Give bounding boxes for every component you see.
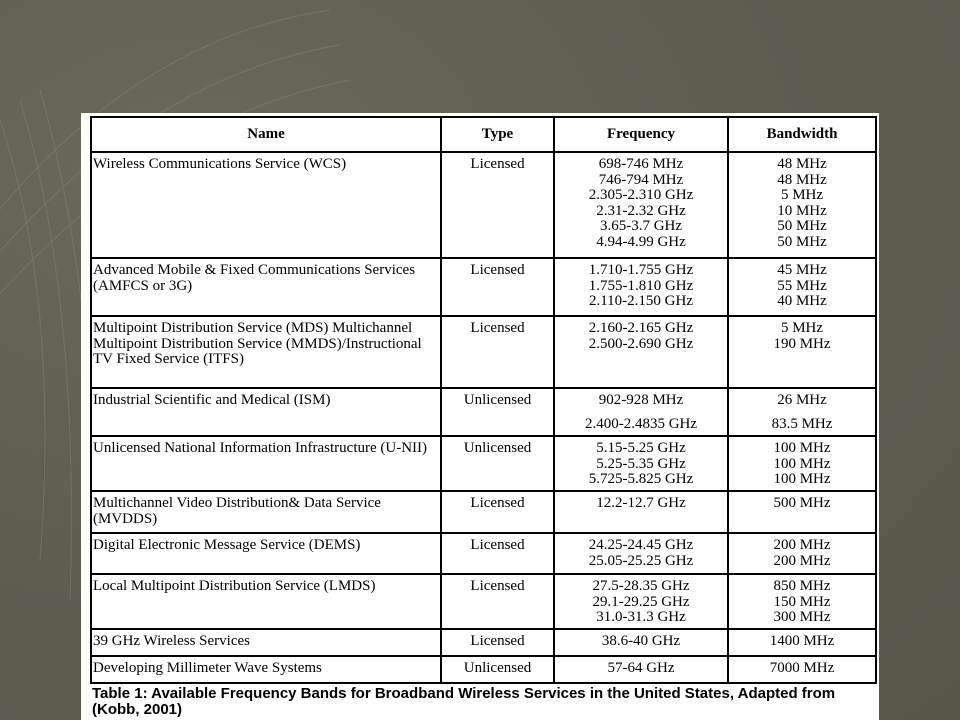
license-type: Licensed [441, 574, 554, 629]
frequency-range: 31.0-31.3 GHz [596, 609, 686, 625]
frequency-range: 2.305-2.310 GHz [588, 187, 694, 203]
bandwidth-cell [728, 574, 876, 629]
bandwidth-value: 5 MHz [780, 187, 824, 203]
frequency-range: 25.05-25.25 GHz [588, 552, 694, 569]
table-row [91, 656, 876, 683]
bandwidth-value: 50 MHz [777, 233, 827, 250]
frequency-range: 2.160-2.165 GHz [588, 320, 694, 336]
license-type: Licensed [441, 152, 554, 258]
header-bandwidth: Bandwidth [728, 117, 876, 152]
frequency-range: 29.1-29.25 GHz [592, 593, 690, 610]
frequency-range: 27.5-28.35 GHz [592, 578, 690, 594]
frequency-range: 1.755-1.810 GHz [588, 277, 694, 294]
bandwidth-value: 50 MHz [777, 218, 827, 234]
frequency-cell [554, 656, 728, 683]
bandwidth-cell [728, 656, 876, 683]
license-type: Licensed [441, 316, 554, 388]
license-type: Unlicensed [441, 388, 554, 436]
service-name: Multichannel Video Distribution& Data Service (MVDDS) [91, 491, 441, 533]
frequency-cell [554, 258, 728, 316]
license-type: Licensed [441, 629, 554, 656]
license-type: Licensed [441, 491, 554, 533]
table-row [91, 629, 876, 656]
bandwidth-value: 83.5 MHz [771, 415, 833, 432]
frequency-cell [554, 533, 728, 574]
bandwidth-cell [728, 316, 876, 388]
service-name: Developing Millimeter Wave Systems [91, 656, 441, 683]
frequency-range: 902-928 MHz [598, 392, 684, 408]
frequency-cell [554, 574, 728, 629]
bandwidth-value: 5 MHz [780, 320, 824, 336]
table-row [91, 574, 876, 629]
bandwidth-value: 40 MHz [777, 293, 827, 309]
service-name: 39 GHz Wireless Services [91, 629, 441, 656]
frequency-cell [554, 436, 728, 491]
bandwidth-value: 45 MHz [777, 262, 827, 278]
bandwidth-value: 26 MHz [777, 392, 827, 408]
bandwidth-cell [728, 629, 876, 656]
document-page [81, 113, 879, 720]
frequency-range: 57-64 GHz [607, 660, 675, 676]
bandwidth-value: 200 MHz [773, 537, 831, 553]
bandwidth-value: 7000 MHz [769, 660, 835, 676]
bandwidth-value: 200 MHz [773, 552, 831, 569]
bandwidth-value: 1400 MHz [769, 633, 835, 649]
service-name: Wireless Communications Service (WCS) [91, 152, 441, 258]
license-type: Unlicensed [441, 656, 554, 683]
frequency-range: 2.500-2.690 GHz [588, 335, 694, 352]
frequency-range: 24.25-24.45 GHz [588, 537, 694, 553]
table-row [91, 388, 876, 436]
frequency-cell [554, 388, 728, 436]
bandwidth-value: 100 MHz [773, 440, 831, 456]
bandwidth-value: 500 MHz [773, 495, 831, 511]
frequency-range: 2.110-2.150 GHz [588, 293, 693, 309]
table-row [91, 258, 876, 316]
bandwidth-cell [728, 436, 876, 491]
header-type: Type [441, 117, 554, 152]
frequency-range: 698-746 MHz [598, 156, 684, 172]
bandwidth-value: 55 MHz [777, 277, 827, 294]
bandwidth-cell [728, 533, 876, 574]
license-type: Licensed [441, 533, 554, 574]
table-row [91, 316, 876, 388]
bandwidth-value: 100 MHz [773, 455, 831, 472]
table-row [91, 491, 876, 533]
bandwidth-cell [728, 258, 876, 316]
service-name: Multipoint Distribution Service (MDS) Multichannel Multipoint Distribution Service (MMDS)/Instructional TV Fixed Service (ITFS) [91, 316, 441, 388]
frequency-range: 12.2-12.7 GHz [596, 495, 686, 511]
bandwidth-cell [728, 388, 876, 436]
frequency-range: 5.25-5.35 GHz [596, 455, 686, 472]
table-row [91, 436, 876, 491]
frequency-range: 5.15-5.25 GHz [596, 440, 686, 456]
table-caption: Table 1: Available Frequency Bands for Broadband Wireless Services in the United States, Adapted from (Kobb, 2001) [92, 685, 836, 718]
bandwidth-value: 150 MHz [773, 593, 831, 610]
service-name: Unlicensed National Information Infrastructure (U-NII) [91, 436, 441, 491]
frequency-range: 38.6-40 GHz [601, 633, 681, 649]
service-name: Advanced Mobile & Fixed Communications Services (AMFCS or 3G) [91, 258, 441, 316]
bandwidth-value: 100 MHz [773, 471, 831, 487]
service-name: Digital Electronic Message Service (DEMS) [91, 533, 441, 574]
frequency-bands-table [90, 116, 877, 684]
bandwidth-value: 48 MHz [777, 156, 827, 172]
bandwidth-value: 300 MHz [773, 609, 831, 625]
bandwidth-cell [728, 152, 876, 258]
frequency-range: 3.65-3.7 GHz [599, 218, 683, 234]
frequency-range: 746-794 MHz [598, 171, 684, 188]
table-row [91, 152, 876, 258]
frequency-cell [554, 152, 728, 258]
table-row [91, 533, 876, 574]
license-type: Licensed [441, 258, 554, 316]
frequency-cell [554, 316, 728, 388]
frequency-range: 1.710-1.755 GHz [588, 262, 694, 278]
frequency-range: 2.400-2.4835 GHz [584, 415, 698, 432]
header-frequency: Frequency [554, 117, 728, 152]
frequency-range: 4.94-4.99 GHz [596, 233, 686, 250]
license-type: Unlicensed [441, 436, 554, 491]
service-name: Industrial Scientific and Medical (ISM) [91, 388, 441, 436]
frequency-cell [554, 491, 728, 533]
service-name: Local Multipoint Distribution Service (LMDS) [91, 574, 441, 629]
frequency-range: 2.31-2.32 GHz [596, 202, 686, 219]
table-header-row [91, 117, 876, 152]
bandwidth-value: 190 MHz [773, 335, 831, 352]
header-name: Name [91, 117, 441, 152]
frequency-range: 5.725-5.825 GHz [588, 471, 694, 487]
bandwidth-cell [728, 491, 876, 533]
bandwidth-value: 10 MHz [777, 202, 827, 219]
bandwidth-value: 850 MHz [773, 578, 831, 594]
bandwidth-value: 48 MHz [777, 171, 827, 188]
frequency-cell [554, 629, 728, 656]
